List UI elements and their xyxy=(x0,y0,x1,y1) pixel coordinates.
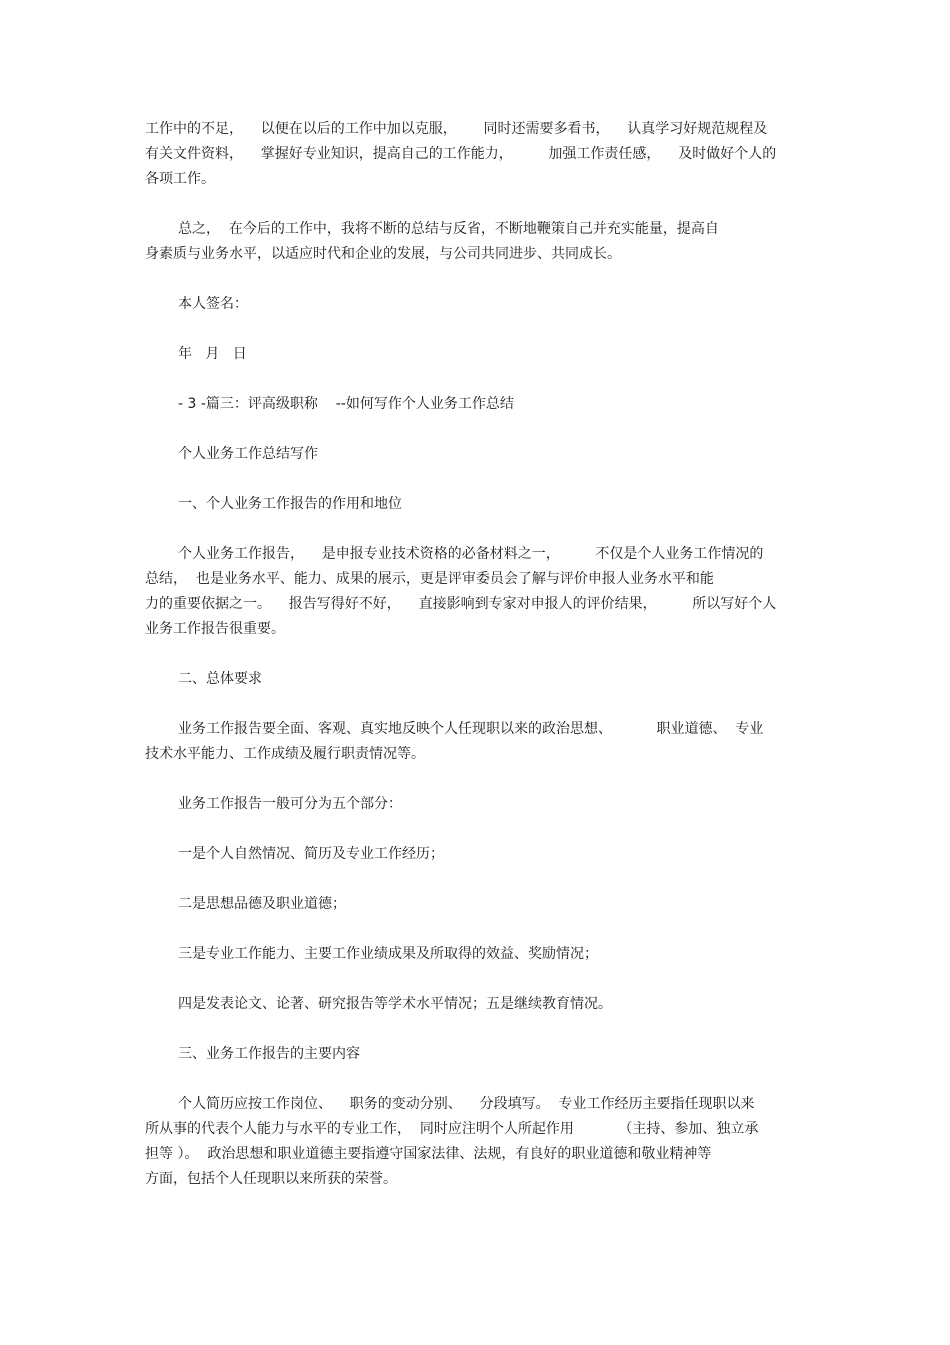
section-heading: - 3 -篇三：评高级职称 --如何写作个人业务工作总结 xyxy=(178,396,514,412)
list-item: 四是发表论文、论著、研究报告等学术水平情况；五是继续教育情况。 xyxy=(178,996,612,1012)
section-heading: 一、个人业务工作报告的作用和地位 xyxy=(178,496,402,512)
list-item: 一是个人自然情况、简历及专业工作经历； xyxy=(178,846,444,862)
section-heading: 三、业务工作报告的主要内容 xyxy=(178,1046,360,1062)
text-line: 力的重要依据之一。 报告写得好不好， 直接影响到专家对申报人的评价结果， 所以写好个人 xyxy=(145,596,777,612)
text-line: 工作中的不足， 以便在以后的工作中加以克服， 同时还需要多看书， 认真学习好规范规程及 xyxy=(145,121,768,137)
date-placeholder: 年 月 日 xyxy=(178,346,247,362)
text-line: 业务工作报告要全面、客观、真实地反映个人任现职以来的政治思想、 职业道德、 专业 xyxy=(178,721,764,737)
text-line: 有关文件资料， 掌握好专业知识，提高自己的工作能力， 加强工作责任感， 及时做好个人的 xyxy=(145,146,777,162)
text-line: 业务工作报告很重要。 xyxy=(145,621,285,637)
text-line: 总结， 也是业务水平、能力、成果的展示，更是评审委员会了解与评价申报人业务水平和能 xyxy=(145,571,714,587)
text-line: 担等 ）。 政治思想和职业道德主要指遵守国家法律、法规，有良好的职业道德和敬业精神等 xyxy=(145,1146,712,1162)
section-heading: 二、总体要求 xyxy=(178,671,262,687)
text-line: 技术水平能力、工作成绩及履行职责情况等。 xyxy=(145,746,425,762)
text-line: 身素质与业务水平，以适应时代和企业的发展，与公司共同进步、共同成长。 xyxy=(145,246,621,262)
signature-label: 本人签名： xyxy=(178,296,248,312)
text-line: 总之， 在今后的工作中，我将不断的总结与反省，不断地鞭策自己并充实能量，提高自 xyxy=(178,221,719,237)
text-line: 个人业务工作报告， 是申报专业技术资格的必备材料之一， 不仅是个人业务工作情况的 xyxy=(178,546,764,562)
list-item: 二是思想品德及职业道德； xyxy=(178,896,346,912)
document-title: 个人业务工作总结写作 xyxy=(178,446,318,462)
text-line: 各项工作。 xyxy=(145,171,215,187)
text-line: 所从事的代表个人能力与水平的专业工作， 同时应注明个人所起作用 （主持、参加、独立承 xyxy=(145,1121,759,1137)
text-line: 业务工作报告一般可分为五个部分： xyxy=(178,796,402,812)
text-line: 个人简历应按工作岗位、 职务的变动分别、 分段填写。 专业工作经历主要指任现职以来 xyxy=(178,1096,755,1112)
list-item: 三是专业工作能力、主要工作业绩成果及所取得的效益、奖励情况； xyxy=(178,946,598,962)
text-line: 方面，包括个人任现职以来所获的荣誉。 xyxy=(145,1171,397,1187)
